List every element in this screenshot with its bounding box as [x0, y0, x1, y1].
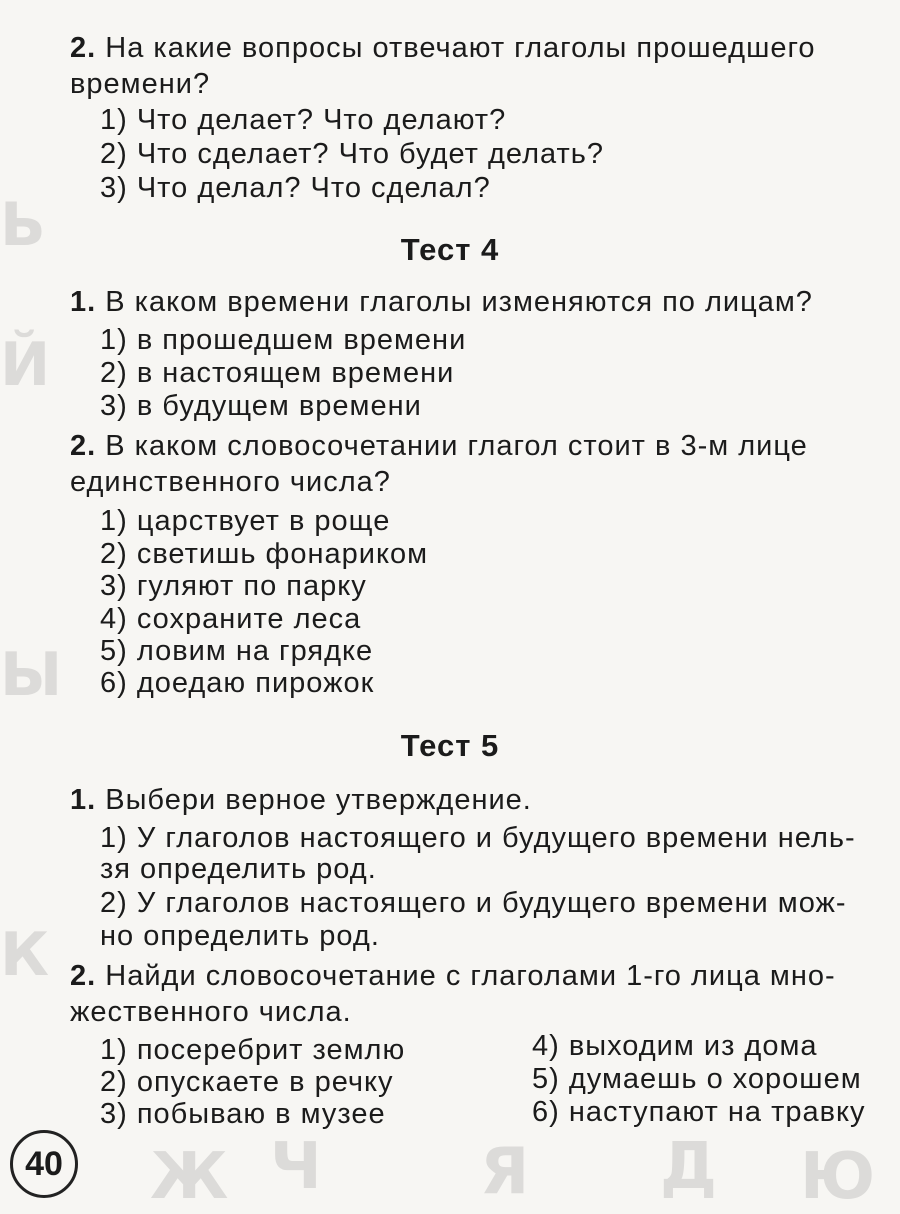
question-line: Выбери верное утверждение.: [105, 784, 532, 816]
decorative-letter: Я: [480, 1135, 530, 1209]
test-heading: Тест 4: [400, 232, 500, 267]
question-line: В каком словосочетании глагол стоит в 3-м лице: [105, 430, 808, 462]
decorative-letter: К: [0, 920, 50, 990]
question-line: жественного числа.: [70, 996, 352, 1028]
decorative-letter: Й: [0, 330, 51, 400]
question-line: времени?: [70, 68, 211, 100]
answer-option: 3) Что делал? Что сделал?: [100, 172, 491, 204]
question-line: единственного числа?: [70, 466, 391, 498]
answer-option: 2) в настоящем времени: [100, 357, 455, 389]
answer-option: 3) побываю в музее: [100, 1098, 386, 1130]
question-number: 1.: [70, 784, 97, 816]
question-1-text: [70, 286, 813, 319]
answer-option: 1) царствует в роще: [100, 505, 391, 537]
question-number: 2.: [70, 32, 97, 64]
answer-option: 1) в прошедшем времени: [100, 324, 467, 356]
answer-option: 2) опускаете в речку: [100, 1066, 394, 1098]
question-number: 2.: [70, 430, 97, 462]
question-line: Найди словосочетание с глаголами 1-го лица мно-: [105, 960, 836, 992]
answer-option: 1) Что делает? Что делают?: [100, 104, 507, 136]
question-2-text: [70, 32, 816, 65]
question-2-text: [70, 960, 836, 993]
answer-option: 4) выходим из дома: [532, 1030, 818, 1062]
decorative-letter: Ю: [800, 1140, 876, 1214]
decorative-letter: Ь: [0, 190, 46, 260]
decorative-letter: Ч: [270, 1130, 322, 1204]
answer-option: 6) наступают на травку: [532, 1096, 866, 1128]
decorative-letter: Ы: [0, 640, 63, 710]
answer-option: 3) в будущем времени: [100, 390, 422, 422]
answer-option-continuation: зя определить род.: [100, 853, 377, 885]
answer-option: 5) ловим на грядке: [100, 635, 374, 667]
answer-option: 6) доедаю пирожок: [100, 667, 375, 699]
answer-option: 4) сохраните леса: [100, 603, 362, 635]
answer-option: 1) посеребрит землю: [100, 1034, 406, 1066]
answer-option: 2) светишь фонариком: [100, 538, 429, 570]
answer-option: 5) думаешь о хорошем: [532, 1063, 862, 1095]
question-number: 1.: [70, 286, 97, 318]
test-heading: Тест 5: [400, 728, 500, 763]
question-line: В каком времени глаголы изменяются по лицам?: [105, 286, 813, 318]
question-1-text: [70, 784, 532, 817]
decorative-letter: Ж: [150, 1140, 229, 1214]
page-number: 40: [10, 1130, 78, 1198]
answer-option: 2) У глаголов настоящего и будущего времени мож-: [100, 887, 847, 919]
question-number: 2.: [70, 960, 97, 992]
question-2-text: [70, 430, 808, 463]
answer-option-continuation: но определить род.: [100, 920, 380, 952]
answer-option: 3) гуляют по парку: [100, 570, 367, 602]
decorative-letter: Д: [660, 1130, 717, 1204]
answer-option: 1) У глаголов настоящего и будущего времени нель-: [100, 822, 856, 854]
answer-option: 2) Что сделает? Что будет делать?: [100, 138, 605, 170]
question-line: На какие вопросы отвечают глаголы прошедшего: [105, 32, 816, 64]
